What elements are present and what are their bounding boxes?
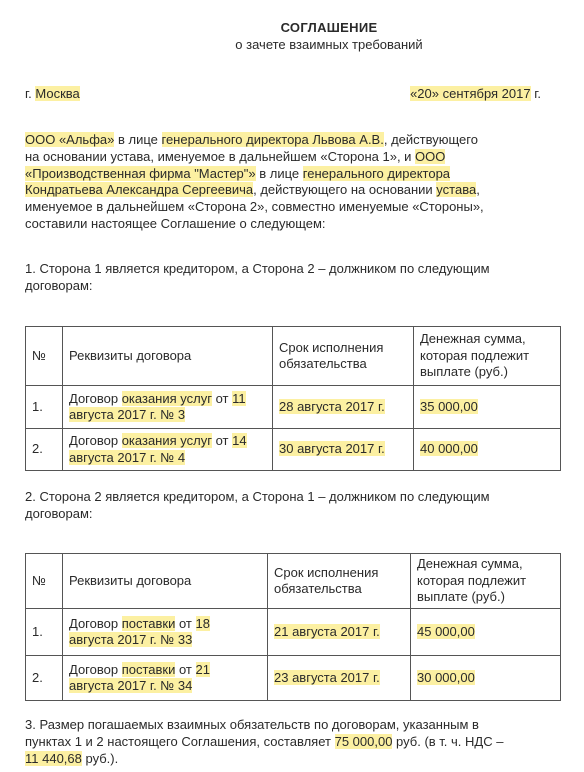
text-run: Реквизиты договора [69,572,192,588]
text-run: которая подлежит [417,572,527,588]
table-row [26,429,561,471]
header-number [26,327,63,386]
highlighted-text: августа 2017 г. № 3 [69,407,186,422]
header-contract-details [63,327,273,386]
highlighted-text: оказания услуг [121,390,212,406]
table-row [26,609,561,656]
text-run: от [211,390,233,406]
text-run: от [211,433,233,448]
text-run: от [175,661,196,677]
highlighted-text: августа 2017 г. № 4 [69,449,186,465]
table-header-row [26,554,561,609]
text-line [410,85,541,102]
text-run: составили настоящее Соглашение о следующем: [25,215,326,231]
row-number [26,609,63,656]
contract-details [63,656,268,701]
text-run: в лице [114,132,162,147]
amount [414,429,561,471]
clause-1 [25,260,490,294]
text-line [420,441,554,458]
clause-3 [25,716,503,767]
contract-details [63,386,273,429]
text-run: пунктах 1 и 2 настоящего Соглашения, составляет [25,734,335,749]
text-line [25,166,484,183]
text-run: Срок исполнения [279,339,384,355]
text-line [32,441,56,458]
text-run: 3. Размер погашаемых взаимных обязательств по договорам, указанным в [25,717,479,732]
text-line [25,132,484,149]
highlighted-text: 14 [232,433,247,448]
highlighted-text: «20» сентября 2017 [410,86,531,101]
text-line [69,391,266,408]
text-line [25,750,503,767]
text-run: Денежная сумма, [417,556,523,572]
text-line [69,632,261,649]
highlighted-text: поставки [121,615,176,631]
highlighted-text: 21 [195,661,210,677]
text-line [25,733,503,750]
text-line [69,573,261,590]
highlighted-text: «Производственная фирма "Мастер"» [25,165,256,181]
text-run: выплате (руб.) [420,364,508,380]
text-run: , действующего [383,132,478,147]
highlighted-text: 21 августа 2017 г. [274,623,380,639]
text-run: 2. [32,669,43,685]
amount [414,386,561,429]
highlighted-text: ООО «Альфа» [25,132,115,147]
text-run: № [32,347,46,363]
text-run: , [476,182,480,198]
text-line [25,505,490,522]
side2-creditor-contracts-table [25,553,561,701]
highlighted-text: поставки [121,661,176,677]
text-run: договорам: [25,506,93,521]
text-run: 2. Сторона 2 является кредитором, а Сторона 1 – должником по следующим [25,489,490,504]
text-run: выплате (руб.) [417,589,505,605]
text-run: руб. (в т. ч. НДС – [392,734,504,749]
text-run: Договор [69,390,122,406]
text-line [417,589,554,606]
header-amount [414,327,561,386]
highlighted-text: 11 [232,390,246,406]
highlighted-text: 28 августа 2017 г. [279,398,385,414]
text-line [417,573,554,590]
text-line [274,581,404,598]
text-run: договорам: [25,278,93,293]
header-contract-details [63,554,268,609]
text-line [25,277,490,294]
text-run: Договор [69,615,122,631]
highlighted-text: 45 000,00 [417,623,475,639]
text-line [69,450,266,467]
text-run: от [175,615,196,631]
side1-creditor-contracts-table [25,326,561,471]
header-number [26,554,63,609]
text-run: обязательства [279,356,367,371]
text-run: Срок исполнения [274,564,379,580]
text-run: Договор [69,433,122,448]
due-date [268,656,411,701]
table-header-row [26,327,561,386]
text-line [25,216,484,233]
table-row [26,656,561,701]
text-line [420,364,554,381]
highlighted-text: Москва [35,86,80,101]
text-line [69,348,266,365]
highlighted-text: генерального директора Львова А.В. [161,132,384,147]
due-date [273,386,414,429]
text-line [25,85,80,102]
text-run: 1. [32,398,43,414]
row-number [26,656,63,701]
text-line [32,399,56,416]
highlighted-text: 23 августа 2017 г. [274,669,380,685]
text-run: г. [530,86,541,101]
highlighted-text: 75 000,00 [334,734,393,749]
due-date [268,609,411,656]
text-line [25,149,484,166]
document-subtitle: о зачете взаимных требований [235,37,423,52]
text-run: в лице [255,165,303,181]
text-run: на основании устава, именуемое в дальнейшем «Сторона 1», и [25,148,416,164]
text-line [417,670,554,687]
clause-2 [25,488,490,522]
text-run: Реквизиты договора [69,347,192,363]
table-row [26,386,561,429]
text-line [32,670,56,687]
text-run: 1. Сторона 1 является кредитором, а Сторона 2 – должником по следующим [25,261,490,276]
text-line [69,616,261,633]
text-line [69,433,266,450]
agreement-date [410,85,541,102]
text-line [279,399,407,416]
text-line [274,670,404,687]
text-line [417,624,554,641]
text-line [279,441,407,458]
highlighted-text: оказания услуг [121,433,212,448]
text-run: руб.). [81,751,119,766]
text-run: которая подлежит [420,347,530,363]
highlighted-text: августа 2017 г. № 33 [69,632,193,647]
text-line [32,348,56,365]
due-date [273,429,414,471]
contract-details [63,609,268,656]
highlighted-text: 11 440,68 [25,751,82,766]
highlighted-text: генерального директора [302,165,451,181]
text-run: 1. [32,623,43,639]
text-run: № [32,572,46,588]
highlighted-text: августа 2017 г. № 34 [69,678,193,693]
contract-details [63,429,273,471]
text-line [279,340,407,357]
row-number [26,386,63,429]
highlighted-text: ООО [415,148,446,164]
city [25,85,80,102]
header-amount [411,554,561,609]
text-line [420,331,554,348]
text-line [25,182,484,199]
text-line [69,407,266,424]
text-line [69,662,261,679]
text-line [25,260,490,277]
text-line [25,488,490,505]
amount [411,609,561,656]
text-run: , действующего на основании [253,182,437,198]
text-line [274,624,404,641]
highlighted-text: 18 [195,615,210,631]
text-line [420,348,554,365]
highlighted-text: 35 000,00 [420,398,478,414]
row-number [26,429,63,471]
preamble-paragraph [25,132,484,233]
text-line [417,556,554,573]
text-run: именуемое в дальнейшем «Сторона 2», совместно именуемые «Стороны», [25,199,484,215]
highlighted-text: 30 августа 2017 г. [279,441,385,457]
text-run: Денежная сумма, [420,331,526,347]
text-line [32,573,56,590]
text-line [279,356,407,373]
amount [411,656,561,701]
highlighted-text: Кондратьева Александра Сергеевича [25,182,254,198]
highlighted-text: устава [436,182,477,198]
text-line [25,199,484,216]
text-line [32,624,56,641]
text-line [25,716,503,733]
highlighted-text: 30 000,00 [417,669,475,685]
header-due-date [273,327,414,386]
text-line [274,565,404,582]
text-run: г. [25,86,36,101]
text-run: 2. [32,441,43,457]
text-line [69,678,261,695]
text-line [420,399,554,416]
text-run: обязательства [274,581,362,596]
document-title: СОГЛАШЕНИЕ [280,20,378,35]
header-due-date [268,554,411,609]
highlighted-text: 40 000,00 [420,441,478,457]
text-run: Договор [69,661,122,677]
